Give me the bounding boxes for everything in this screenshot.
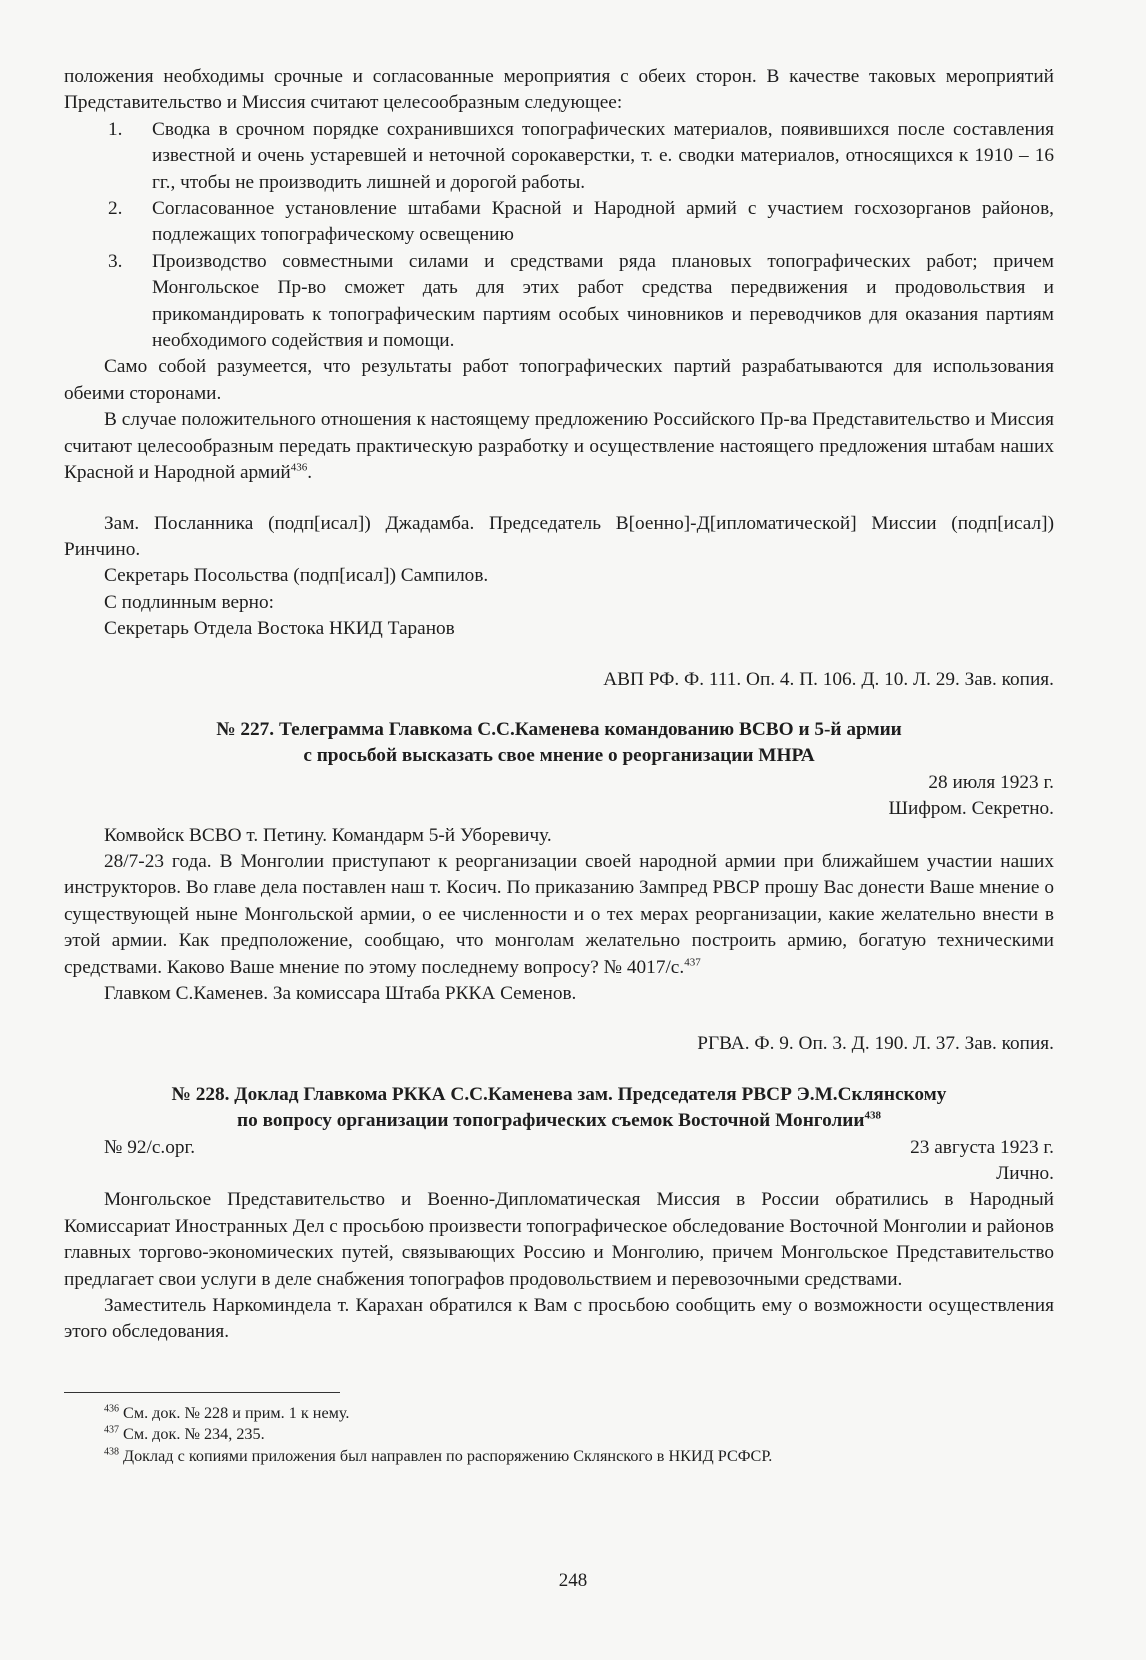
document-date: 23 августа 1923 г. xyxy=(910,1136,1054,1158)
footnote-number: 437 xyxy=(104,1424,119,1436)
list-item xyxy=(64,249,1054,355)
document-title xyxy=(64,1082,1054,1135)
signature-line: Главком С.Каменев. За комиссара Штаба РККА Семенов. xyxy=(104,983,577,1004)
footnote-number: 436 xyxy=(104,1403,119,1415)
paragraph-end: . xyxy=(307,462,313,484)
paragraph: Само собой разумеется, что результаты работ топографических партий разрабатываются для использования обеими сторонами. xyxy=(64,356,1054,404)
footnote-ref[interactable]: 438 xyxy=(864,1109,881,1122)
document-title xyxy=(64,717,1054,770)
classification: Шифром. Секретно. xyxy=(888,798,1054,820)
list-item xyxy=(64,117,1054,196)
archive-reference: АВП РФ. Ф. 111. Оп. 4. П. 106. Д. 10. Л. 29. Зав. копия. xyxy=(603,668,1054,690)
signature-line: Секретарь Отдела Востока НКИД Таранов xyxy=(104,618,455,640)
measures-list xyxy=(64,117,1054,355)
list-item-text: Сводка в срочном порядке сохранившихся топографических материалов, появившихся после составления известной и очень устаревшей и неточной сорокаверстки, т. е. сводки материалов, относящихся к 1910 – 16 гг., чтобы не производить лишней и дорогой работы. xyxy=(152,118,1054,193)
title-line: с просьбой высказать свое мнение о реорганизации МНРА xyxy=(303,745,815,767)
paragraph: Заместитель Наркоминдела т. Карахан обратился к Вам с просьбою сообщить ему о возможности осуществления этого обследования. xyxy=(64,1295,1054,1343)
title-text: по вопросу организации топографических съемок Восточной Монголии xyxy=(237,1110,865,1132)
footnote-text: См. док. № 234, 235. xyxy=(123,1425,265,1444)
footnotes xyxy=(64,1403,1054,1468)
list-item-text: Производство совместными силами и средствами ряда плановых топографических работ; причем Монгольское Пр-во сможет дать для этих работ средства передвижения и продовольствия и прикомандировать к топографическим партиям особых чиновников и переводчиков для оказания партиям необходимого содействия и помощи. xyxy=(152,250,1054,352)
archive-reference: РГВА. Ф. 9. Оп. 3. Д. 190. Л. 37. Зав. копия. xyxy=(697,1033,1054,1055)
paragraph: Монгольское Представительство и Военно-Дипломатическая Миссия в России обратились в Народный Комиссариат Иностранных Дел с просьбою произвести топографическое обследование Восточной Монголии и районов главных торгово-экономических путей, связывающих Россию и Монголию, причем Монгольское Представительство предлагает свои услуги в деле снабжения топографов продовольствием и перевозочными средствами. xyxy=(64,1189,1054,1290)
ref-date-row xyxy=(64,1135,1054,1161)
footnote-text: Доклад с копиями приложения был направлен по распоряжению Склянского в НКИД РСФСР. xyxy=(123,1446,773,1465)
footnote-divider xyxy=(64,1392,340,1393)
title-line: № 228. Доклад Главкома РККА С.С.Каменева зам. Председателя РВСР Э.М.Склянскому xyxy=(171,1083,947,1105)
footnote xyxy=(64,1403,1054,1425)
title-line xyxy=(64,1108,1054,1134)
footnote-ref[interactable]: 437 xyxy=(684,956,701,969)
list-item-number: 2. xyxy=(108,198,123,220)
title-line: № 227. Телеграмма Главкома С.С.Каменева командованию ВСВО и 5-й армии xyxy=(216,718,902,740)
footnote-ref[interactable]: 436 xyxy=(290,461,308,474)
footnote-text: См. док. № 228 и прим. 1 к нему. xyxy=(123,1403,350,1422)
list-item-text: Согласованное установление штабами Красной и Народной армий с участием госхозорганов районов, подлежащих топографическому освещению xyxy=(152,198,1054,246)
intro-paragraph: положения необходимы срочные и согласованные мероприятия с обеих сторон. В качестве таковых мероприятий Представительство и Миссия считают целесообразным следующее: xyxy=(64,66,1054,114)
document-page xyxy=(64,64,1054,1467)
certification-line: С подлинным верно: xyxy=(104,591,274,613)
signature-line: Секретарь Посольства (подп[исал]) Сампилов. xyxy=(104,565,489,587)
footnote xyxy=(64,1424,1054,1446)
signature-line: Зам. Посланника (подп[исал]) Джадамба. Председатель В[оенно]-Д[ипломатической] Миссии (подп[исал]) Ринчино. xyxy=(64,512,1054,560)
paragraph xyxy=(64,407,1054,486)
addressee: Комвойск ВСВО т. Петину. Командарм 5-й Уборевичу. xyxy=(104,824,552,846)
paragraph-text: В случае положительного отношения к настоящему предложению Российского Пр-ва Представительство и Миссия считают целесообразным передать практическую разработку и осуществление настоящего предложения штабам наших Красной и Народной армий xyxy=(64,409,1054,484)
classification: Лично. xyxy=(996,1163,1054,1185)
footnote xyxy=(64,1446,1054,1468)
footnote-number: 438 xyxy=(104,1446,119,1458)
list-item-number: 1. xyxy=(108,118,123,140)
page-number: 248 xyxy=(558,1570,588,1591)
paragraph xyxy=(64,849,1054,981)
paragraph-text: 28/7-23 года. В Монголии приступают к реорганизации своей народной армии при ближайшем участии наших инструкторов. Во главе дела поставлен наш т. Косич. По приказанию Зампред РВСР прошу Вас донести Ваше мнение о существующей ныне Монгольской армии, о ее численности и о тех мерах реорганизации, какие желательно внести в этой армии. Как предположение, сообщаю, что монголам желательно построить армию, богатую техническими средствами. Каково Ваше мнение по этому последнему вопросу? № 4017/с. xyxy=(64,850,1054,978)
list-item xyxy=(64,196,1054,249)
reference-number: № 92/с.орг. xyxy=(104,1136,196,1158)
document-date: 28 июля 1923 г. xyxy=(928,771,1054,793)
list-item-number: 3. xyxy=(108,250,123,272)
